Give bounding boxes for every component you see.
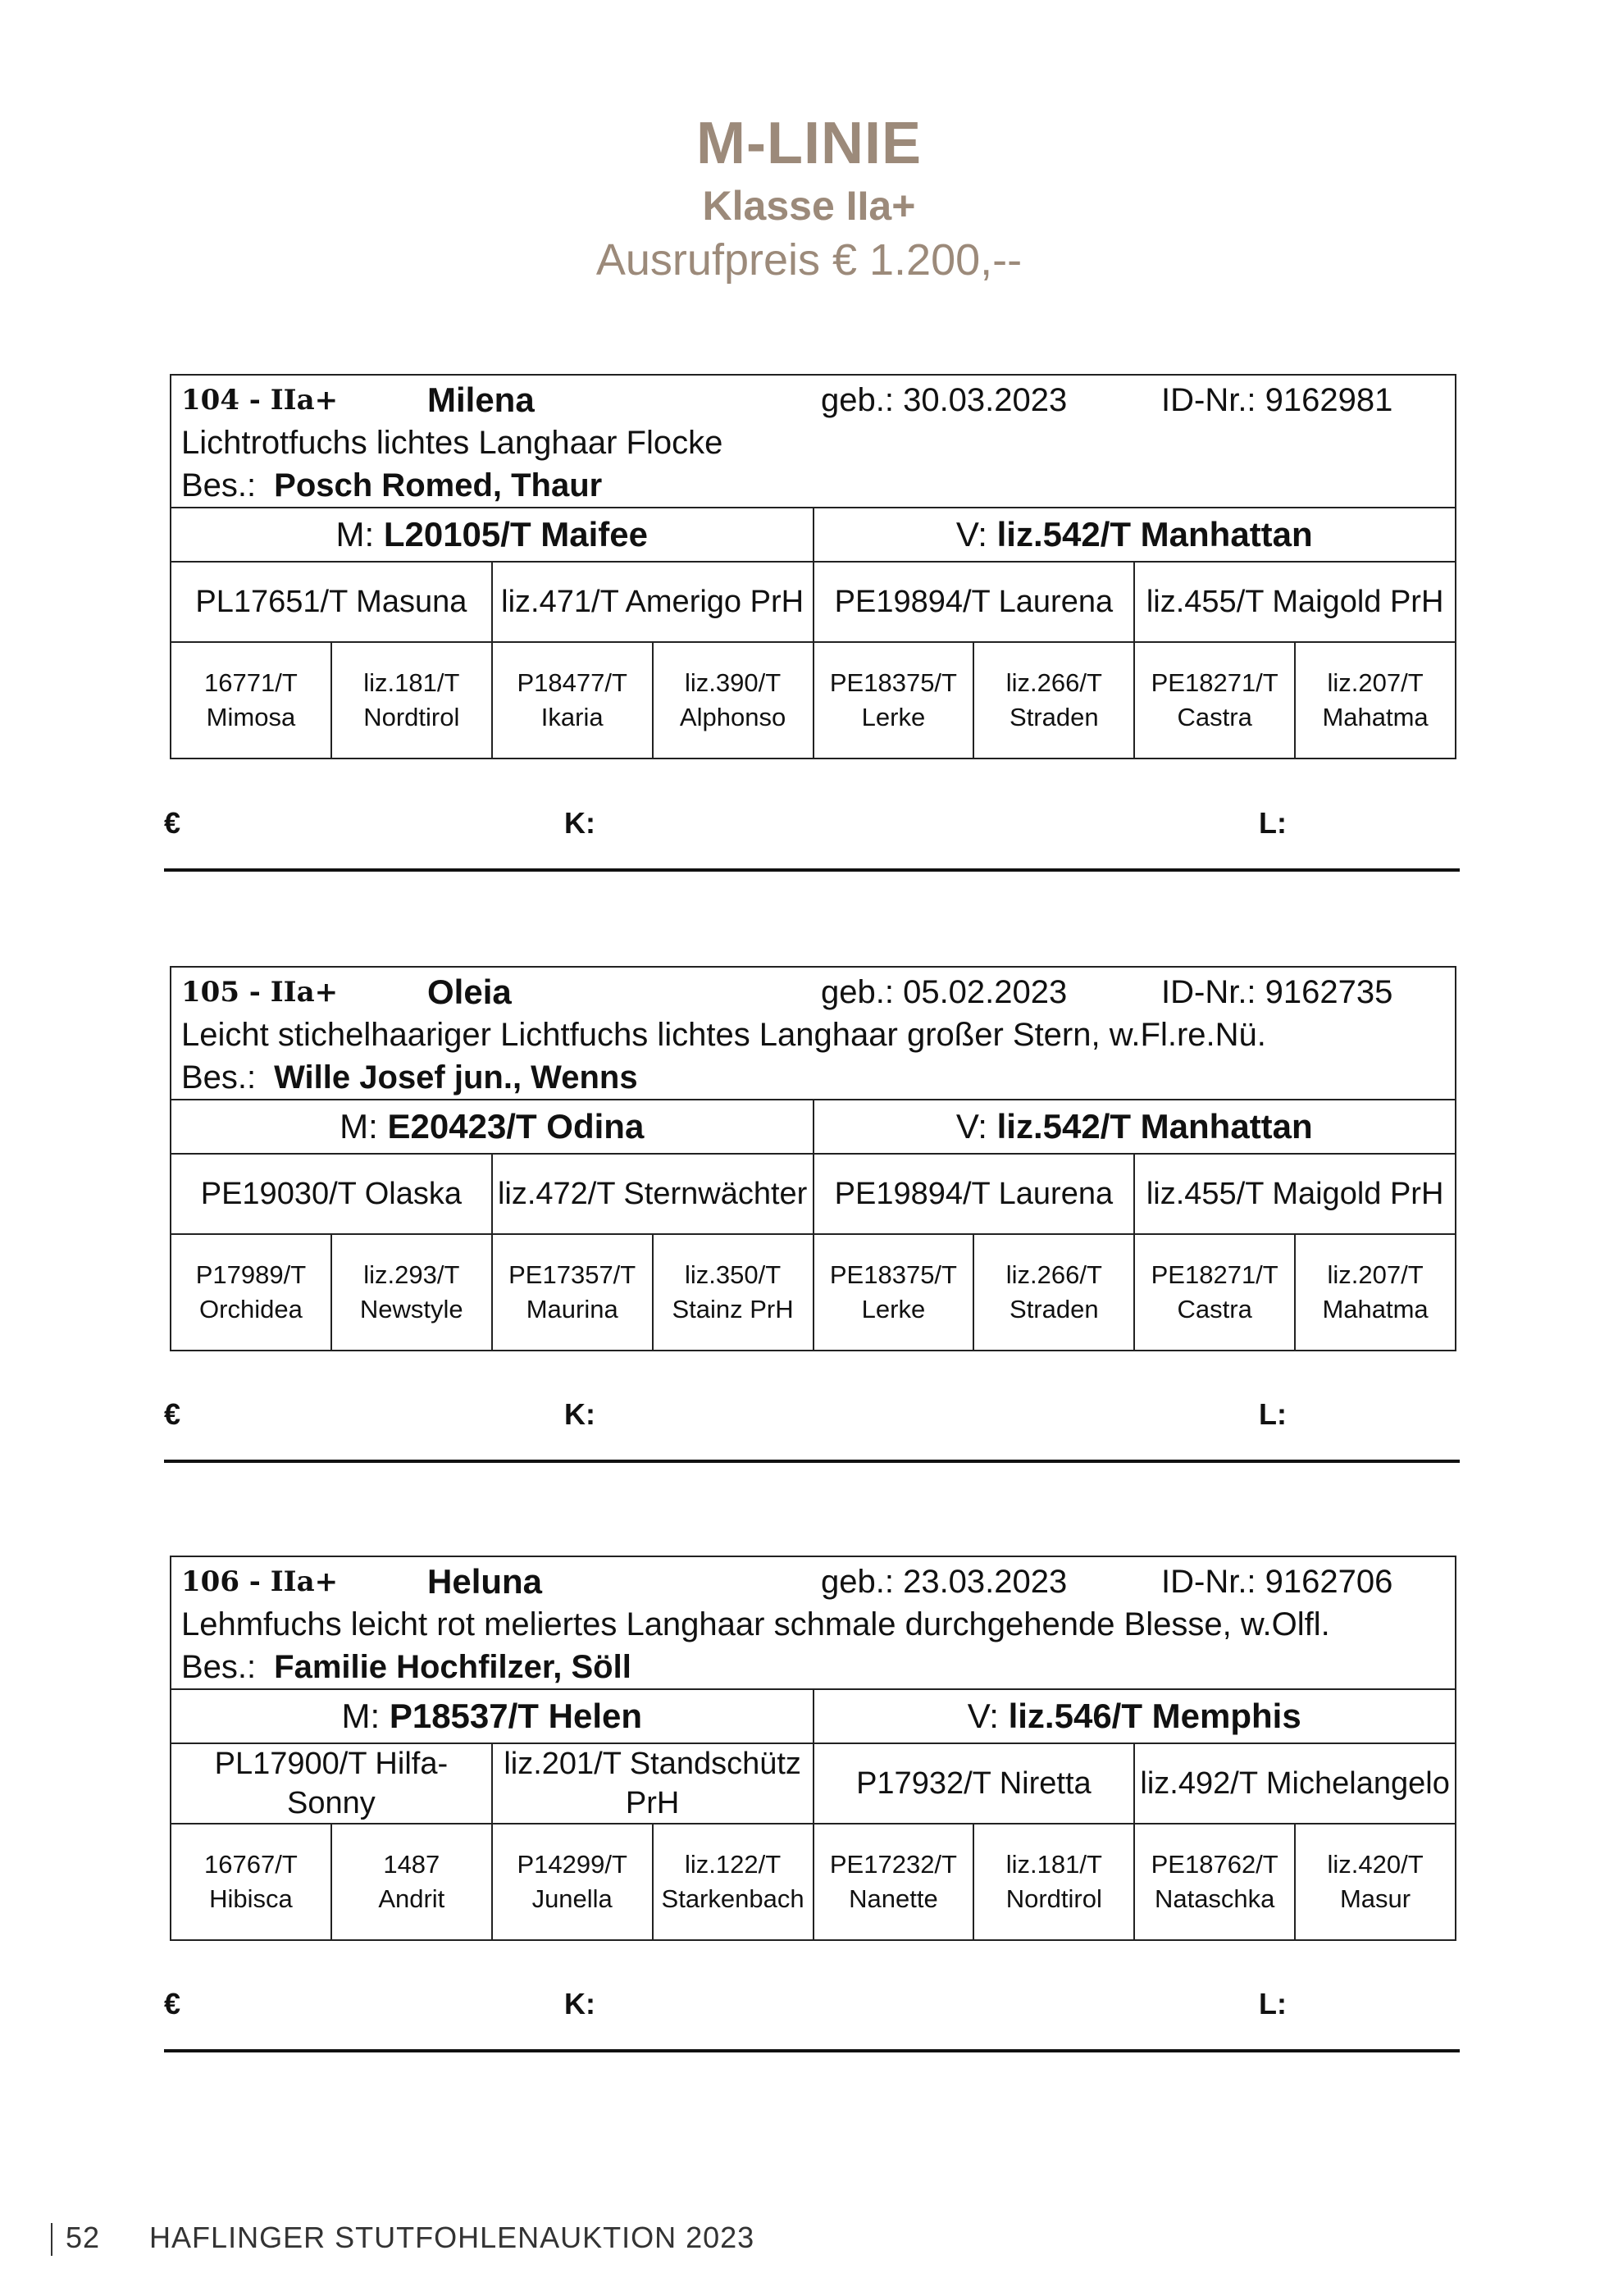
mother-cell: M: P18537/T Helen bbox=[171, 1689, 814, 1743]
grandparent-cell: liz.471/T Amerigo PrH bbox=[492, 562, 814, 642]
great-grandparent-cell: PE18375/T Lerke bbox=[814, 1234, 974, 1351]
grandparent-cell: PL17900/T Hilfa-Sonny bbox=[171, 1743, 492, 1824]
lot-number: 106 - IIa+ bbox=[181, 1565, 339, 1598]
horse-description: Lichtrotfuchs lichtes Langhaar Flocke bbox=[181, 425, 723, 461]
grandparent-cell: P17932/T Niretta bbox=[814, 1743, 1135, 1824]
grandparent-cell: PE19894/T Laurena bbox=[814, 1154, 1135, 1234]
father-name: liz.546/T Memphis bbox=[1008, 1697, 1301, 1735]
mother-name: L20105/T Maifee bbox=[383, 515, 648, 554]
grandparent-cell: liz.455/T Maigold PrH bbox=[1134, 1154, 1456, 1234]
owner-name: Familie Hochfilzer, Söll bbox=[274, 1649, 631, 1685]
great-grandparent-cell: liz.266/T Straden bbox=[973, 1234, 1134, 1351]
auction-entry-104 bbox=[170, 374, 1456, 759]
father-name: liz.542/T Manhattan bbox=[996, 515, 1313, 554]
auction-entry-106 bbox=[170, 1556, 1456, 1941]
pedigree-table bbox=[170, 507, 1456, 759]
mother-cell: M: E20423/T Odina bbox=[171, 1100, 814, 1154]
great-grandparent-cell: liz.350/T Stainz PrH bbox=[653, 1234, 814, 1351]
great-grandparent-cell: liz.420/T Masur bbox=[1295, 1824, 1456, 1940]
grandparent-cell: PE19894/T Laurena bbox=[814, 562, 1135, 642]
fill-line bbox=[164, 1460, 1460, 1463]
k-label: K: bbox=[564, 1987, 595, 2020]
great-grandparent-cell: 16767/T Hibisca bbox=[171, 1824, 331, 1940]
grandparent-cell: liz.455/T Maigold PrH bbox=[1134, 562, 1456, 642]
great-grandparent-cell: PE18271/T Castra bbox=[1134, 1234, 1295, 1351]
fill-line bbox=[164, 2049, 1460, 2052]
great-grandparent-cell: 1487 Andrit bbox=[331, 1824, 492, 1940]
great-grandparent-cell: PE17357/T Maurina bbox=[492, 1234, 653, 1351]
owner-line bbox=[181, 1056, 1445, 1099]
great-grandparent-cell: PE17232/T Nanette bbox=[814, 1824, 974, 1940]
mother-name: P18537/T Helen bbox=[389, 1697, 642, 1735]
great-grandparent-cell: liz.181/T Nordtirol bbox=[331, 642, 492, 758]
mother-name: E20423/T Odina bbox=[387, 1107, 645, 1146]
grandparent-cell: PE19030/T Olaska bbox=[171, 1154, 492, 1234]
horse-name: Milena bbox=[427, 380, 535, 419]
footer-divider bbox=[51, 2223, 52, 2256]
id-number: ID-Nr.: 9162981 bbox=[1161, 382, 1393, 418]
birth-date: geb.: 23.03.2023 bbox=[821, 1564, 1068, 1600]
entry-info-box bbox=[170, 1556, 1456, 1688]
horse-description: Leicht stichelhaariger Lichtfuchs lichtes Langhaar großer Stern, w.Fl.re.Nü. bbox=[181, 1017, 1266, 1053]
page-header bbox=[0, 107, 1618, 289]
pedigree-table bbox=[170, 1688, 1456, 1941]
fill-line bbox=[164, 868, 1460, 872]
l-label: L: bbox=[1259, 1397, 1287, 1431]
great-grandparent-cell: liz.122/T Starkenbach bbox=[653, 1824, 814, 1940]
birth-date: geb.: 30.03.2023 bbox=[821, 382, 1068, 418]
great-grandparent-cell: PE18762/T Nataschka bbox=[1134, 1824, 1295, 1940]
l-label: L: bbox=[1259, 806, 1287, 840]
auction-entry-105 bbox=[170, 966, 1456, 1351]
euro-label: € bbox=[164, 1987, 181, 2020]
k-label: K: bbox=[564, 806, 595, 840]
great-grandparent-cell: P14299/T Junella bbox=[492, 1824, 653, 1940]
grandparent-cell: liz.472/T Sternwächter bbox=[492, 1154, 814, 1234]
k-label: K: bbox=[564, 1397, 595, 1431]
id-number: ID-Nr.: 9162706 bbox=[1161, 1564, 1393, 1600]
great-grandparent-cell: liz.207/T Mahatma bbox=[1295, 642, 1456, 758]
owner-label: Bes.: bbox=[181, 1059, 257, 1096]
entry-info-box bbox=[170, 966, 1456, 1099]
horse-description: Lehmfuchs leicht rot meliertes Langhaar schmale durchgehende Blesse, w.Olfl. bbox=[181, 1606, 1330, 1642]
great-grandparent-cell: liz.181/T Nordtirol bbox=[973, 1824, 1134, 1940]
pedigree-table bbox=[170, 1099, 1456, 1351]
owner-name: Wille Josef jun., Wenns bbox=[274, 1059, 638, 1096]
grandparent-cell: liz.201/T Standschütz PrH bbox=[492, 1743, 814, 1824]
great-grandparent-cell: PE18375/T Lerke bbox=[814, 642, 974, 758]
starting-price: Ausrufpreis € 1.200,-- bbox=[595, 235, 1023, 285]
lot-number: 105 - IIa+ bbox=[181, 976, 339, 1009]
id-number: ID-Nr.: 9162735 bbox=[1161, 974, 1393, 1010]
euro-label: € bbox=[164, 806, 181, 840]
footer-title: HAFLINGER STUTFOHLENAUKTION 2023 bbox=[149, 2221, 755, 2254]
entry-info-box bbox=[170, 374, 1456, 507]
birth-date: geb.: 05.02.2023 bbox=[821, 974, 1068, 1010]
great-grandparent-cell: liz.293/T Newstyle bbox=[331, 1234, 492, 1351]
mother-cell: M: L20105/T Maifee bbox=[171, 508, 814, 562]
class-subtitle: Klasse IIa+ bbox=[702, 183, 916, 229]
grandparent-cell: PL17651/T Masuna bbox=[171, 562, 492, 642]
owner-line bbox=[181, 464, 1445, 507]
owner-label: Bes.: bbox=[181, 1649, 257, 1685]
great-grandparent-cell: P18477/T Ikaria bbox=[492, 642, 653, 758]
great-grandparent-cell: liz.390/T Alphonso bbox=[653, 642, 814, 758]
father-cell: V: liz.546/T Memphis bbox=[814, 1689, 1456, 1743]
great-grandparent-cell: liz.207/T Mahatma bbox=[1295, 1234, 1456, 1351]
page-number: 52 bbox=[66, 2221, 101, 2254]
great-grandparent-cell: 16771/T Mimosa bbox=[171, 642, 331, 758]
l-label: L: bbox=[1259, 1987, 1287, 2020]
euro-label: € bbox=[164, 1397, 181, 1431]
father-name: liz.542/T Manhattan bbox=[996, 1107, 1313, 1146]
owner-label: Bes.: bbox=[181, 467, 257, 503]
owner-line bbox=[181, 1646, 1445, 1688]
lot-number: 104 - IIa+ bbox=[181, 384, 339, 417]
grandparent-cell: liz.492/T Michelangelo bbox=[1134, 1743, 1456, 1824]
horse-name: Heluna bbox=[427, 1562, 543, 1601]
great-grandparent-cell: P17989/T Orchidea bbox=[171, 1234, 331, 1351]
horse-name: Oleia bbox=[427, 973, 512, 1011]
owner-name: Posch Romed, Thaur bbox=[274, 467, 603, 503]
father-cell: V: liz.542/T Manhattan bbox=[814, 508, 1456, 562]
great-grandparent-cell: PE18271/T Castra bbox=[1134, 642, 1295, 758]
page-footer bbox=[51, 2221, 754, 2256]
father-cell: V: liz.542/T Manhattan bbox=[814, 1100, 1456, 1154]
page-title: M-LINIE bbox=[696, 111, 922, 176]
great-grandparent-cell: liz.266/T Straden bbox=[973, 642, 1134, 758]
